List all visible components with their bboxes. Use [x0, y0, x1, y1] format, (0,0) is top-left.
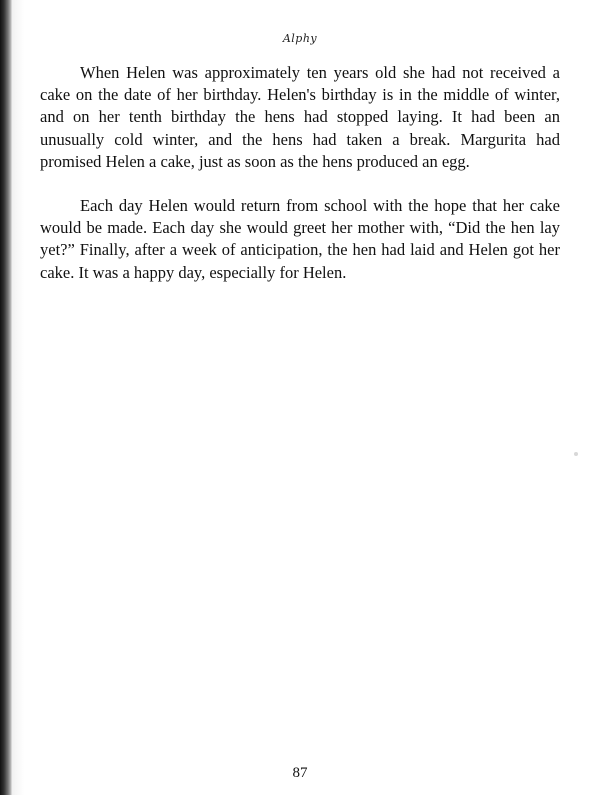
book-spine-shadow: [0, 0, 12, 795]
paragraph-1: When Helen was approximately ten years old she had not received a cake on the date of her birthday. Helen's birthday is in the middle of winter, and on her tenth birthday the hens had stopped laying. It had been an unusually cold winter, and the hens had taken a break. Margurita had promised Helen a cake, just as soon as the hens produced an egg.: [40, 63, 560, 171]
running-header: Alphy: [282, 32, 318, 45]
paragraph-2: Each day Helen would return from school with the hope that her cake would be made. Each day she would greet her mother with, “Did the hen lay yet?” Finally, after a week of anticipation, the hen had laid and Helen got her cake. It was a happy day, especially for Helen.: [40, 196, 560, 282]
page-body: [40, 62, 560, 306]
scan-speck: [574, 452, 578, 456]
page-number: 87: [292, 765, 308, 781]
